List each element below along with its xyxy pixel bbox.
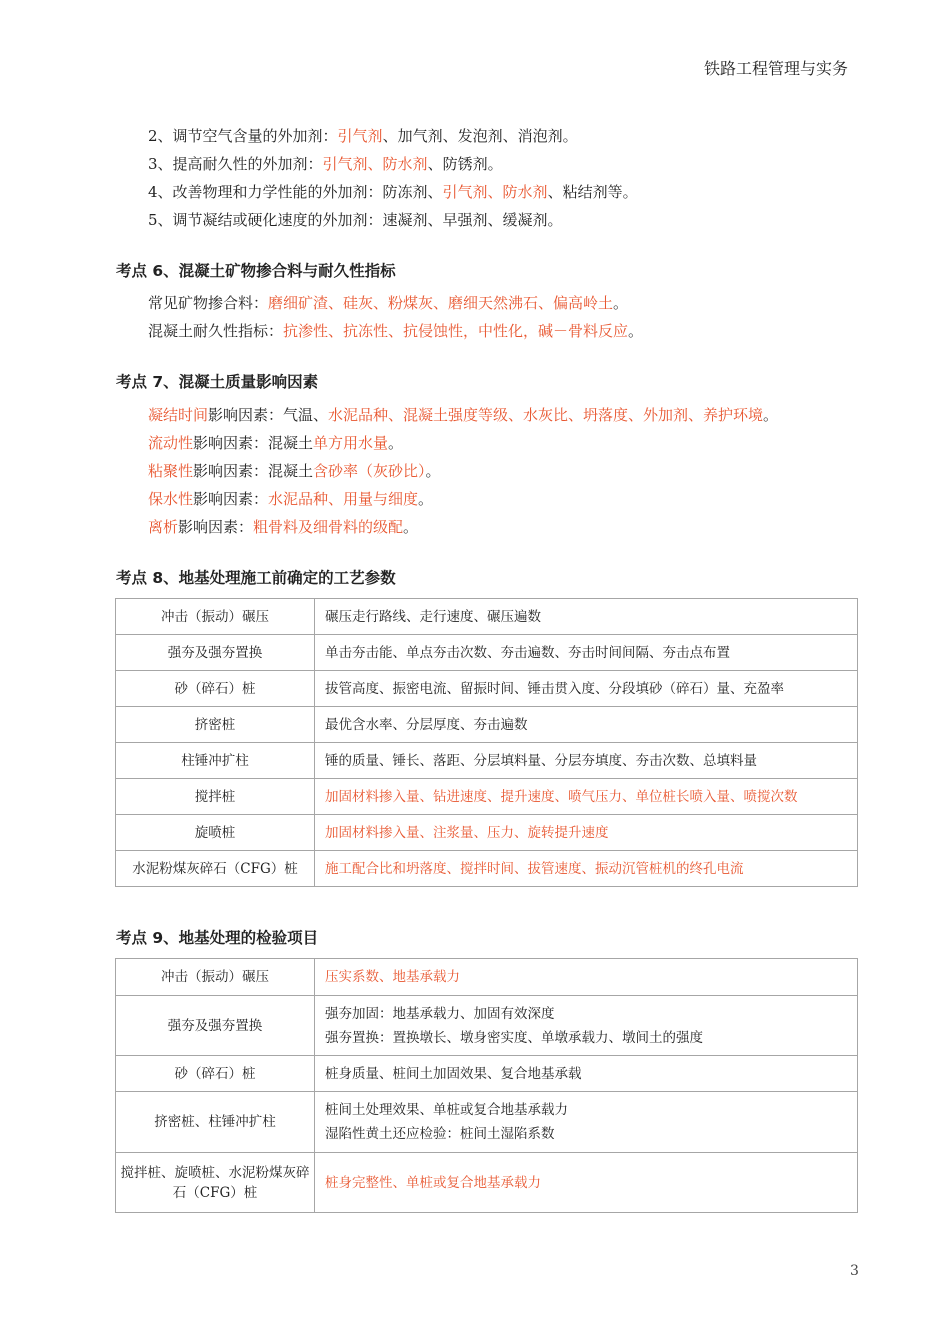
highlight-text: 离析 xyxy=(148,518,179,536)
body-text: 。 xyxy=(628,322,644,340)
highlight-text: 水泥品种、混凝土强度等级、水灰比、坍落度、外加剂、养护环境 xyxy=(328,406,764,424)
body-text: 。 xyxy=(403,518,419,536)
row-key-cell: 强夯及强夯置换 xyxy=(116,635,315,671)
table-row xyxy=(116,1056,858,1092)
row-value-line: 锤的质量、锤长、落距、分层填料量、分层夯填度、夯击次数、总填料量 xyxy=(325,752,757,769)
process-parameter-table xyxy=(115,598,858,887)
row-key-cell: 旋喷桩 xyxy=(116,815,315,851)
row-value-line: 加固材料掺入量、注浆量、压力、旋转提升速度 xyxy=(325,824,609,841)
body-text: 3、提高耐久性的外加剂： xyxy=(148,155,323,173)
section-7-line xyxy=(148,517,418,537)
row-value-cell xyxy=(315,671,858,707)
body-text: 影响因素：混凝土 xyxy=(193,434,314,452)
page-number: 3 xyxy=(850,1263,859,1279)
body-text: 影响因素： xyxy=(193,490,269,508)
body-text: 影响因素：混凝土 xyxy=(193,462,314,480)
highlight-text: 水泥品种、用量与细度 xyxy=(268,490,419,508)
admixture-line xyxy=(148,126,578,146)
row-key-cell: 搅拌桩 xyxy=(116,779,315,815)
table-row xyxy=(116,1092,858,1153)
body-text: 。 xyxy=(613,294,629,312)
body-text: 、粘结剂等。 xyxy=(547,183,638,201)
row-value-cell xyxy=(315,707,858,743)
body-text: 。 xyxy=(388,434,404,452)
highlight-text: 凝结时间 xyxy=(148,406,209,424)
row-value-cell xyxy=(315,1153,858,1213)
body-text: 2、调节空气含量的外加剂： xyxy=(148,127,338,145)
table-row xyxy=(116,635,858,671)
row-key-cell: 水泥粉煤灰碎石（CFG）桩 xyxy=(116,851,315,887)
highlight-text: 引气剂、防水剂 xyxy=(322,155,428,173)
row-value-line: 最优含水率、分层厚度、夯击遍数 xyxy=(325,716,528,733)
body-text: 。 xyxy=(763,406,779,424)
row-key-cell: 强夯及强夯置换 xyxy=(116,996,315,1056)
highlight-text: 抗渗性、抗冻性、抗侵蚀性，中性化，碱－骨料反应 xyxy=(283,322,629,340)
section-6-line xyxy=(148,321,643,341)
table-row xyxy=(116,851,858,887)
body-text: 影响因素： xyxy=(178,518,254,536)
table-row xyxy=(116,743,858,779)
section-7-line xyxy=(148,433,403,453)
row-value-cell xyxy=(315,851,858,887)
row-value-line: 碾压走行路线、走行速度、碾压遍数 xyxy=(325,608,541,625)
section-6-title: 考点 6、混凝土矿物掺合料与耐久性指标 xyxy=(116,262,396,280)
row-key-cell: 砂（碎石）桩 xyxy=(116,671,315,707)
table-row xyxy=(116,707,858,743)
row-key-cell: 挤密桩、柱锤冲扩柱 xyxy=(116,1092,315,1153)
body-text: 。 xyxy=(425,462,441,480)
section-7-line xyxy=(148,489,433,509)
row-value-line: 湿陷性黄土还应检验：桩间土湿陷系数 xyxy=(325,1126,555,1142)
highlight-text: 粘聚性 xyxy=(148,462,194,480)
row-value-line: 强夯置换：置换墩长、墩身密实度、单墩承载力、墩间土的强度 xyxy=(325,1029,703,1046)
table-row xyxy=(116,599,858,635)
body-text: 、加气剂、发泡剂、消泡剂。 xyxy=(382,127,578,145)
section-7-line xyxy=(148,405,778,425)
section-7-line xyxy=(148,461,441,481)
row-value-cell xyxy=(315,996,858,1056)
row-value-cell xyxy=(315,743,858,779)
section-8-title: 考点 8、地基处理施工前确定的工艺参数 xyxy=(116,569,396,587)
highlight-text: 引气剂 xyxy=(337,127,383,145)
row-value-cell xyxy=(315,959,858,996)
row-value-cell xyxy=(315,779,858,815)
highlight-text: 引气剂、防水剂 xyxy=(442,183,548,201)
highlight-text: 保水性 xyxy=(148,490,194,508)
table-row xyxy=(116,815,858,851)
highlight-text: 粗骨料及细骨料的级配 xyxy=(253,518,404,536)
body-text: 影响因素：气温、 xyxy=(208,406,329,424)
highlight-text: 单方用水量 xyxy=(313,434,389,452)
row-value-cell xyxy=(315,815,858,851)
highlight-text: 含砂率（灰砂比） xyxy=(313,462,426,480)
row-key-cell: 搅拌桩、旋喷桩、水泥粉煤灰碎石（CFG）桩 xyxy=(116,1153,315,1213)
admixture-line xyxy=(148,154,503,174)
body-text: 5、调节凝结或硬化速度的外加剂：速凝剂、早强剂、缓凝剂。 xyxy=(148,211,563,229)
table-row xyxy=(116,779,858,815)
row-value-line: 桩身质量、桩间土加固效果、复合地基承载 xyxy=(325,1065,582,1082)
row-value-cell xyxy=(315,1092,858,1153)
row-key-cell: 冲击（振动）碾压 xyxy=(116,959,315,996)
body-text: 4、改善物理和力学性能的外加剂：防冻剂、 xyxy=(148,183,443,201)
row-value-line: 单击夯击能、单点夯击次数、夯击遍数、夯击时间间隔、夯击点布置 xyxy=(325,644,730,661)
body-text: 常见矿物掺合料： xyxy=(148,294,269,312)
row-value-line: 施工配合比和坍落度、搅拌时间、拔管速度、振动沉管桩机的终孔电流 xyxy=(325,860,744,877)
table-row xyxy=(116,671,858,707)
body-text: 混凝土耐久性指标： xyxy=(148,322,284,340)
section-6-line xyxy=(148,293,628,313)
highlight-text: 流动性 xyxy=(148,434,194,452)
table-row xyxy=(116,1153,858,1213)
row-key-cell: 柱锤冲扩柱 xyxy=(116,743,315,779)
table-row xyxy=(116,996,858,1056)
table-row xyxy=(116,959,858,996)
row-value-line: 加固材料掺入量、钻进速度、提升速度、喷气压力、单位桩长喷入量、喷搅次数 xyxy=(325,788,798,805)
row-value-line: 桩身完整性、单桩或复合地基承载力 xyxy=(325,1174,541,1191)
row-key-cell: 挤密桩 xyxy=(116,707,315,743)
section-9-title: 考点 9、地基处理的检验项目 xyxy=(116,929,319,947)
row-value-line: 强夯加固：地基承载力、加固有效深度 xyxy=(325,1005,555,1022)
row-value-cell xyxy=(315,635,858,671)
page-header: 铁路工程管理与实务 xyxy=(703,59,848,78)
row-value-cell xyxy=(315,1056,858,1092)
row-value-cell xyxy=(315,599,858,635)
inspection-items-table xyxy=(115,958,858,1213)
row-value-line: 桩间土处理效果、单桩或复合地基承载力 xyxy=(325,1102,568,1118)
admixture-line xyxy=(148,182,638,202)
section-7-title: 考点 7、混凝土质量影响因素 xyxy=(116,373,319,391)
row-key-cell: 冲击（振动）碾压 xyxy=(116,599,315,635)
admixture-line xyxy=(148,210,563,230)
row-value-line: 拔管高度、振密电流、留振时间、锤击贯入度、分段填砂（碎石）量、充盈率 xyxy=(325,680,784,697)
highlight-text: 磨细矿渣、硅灰、粉煤灰、磨细天然沸石、偏高岭土 xyxy=(268,294,614,312)
row-key-cell: 砂（碎石）桩 xyxy=(116,1056,315,1092)
row-value-line: 压实系数、地基承载力 xyxy=(325,969,460,985)
body-text: 、防锈剂。 xyxy=(427,155,503,173)
body-text: 。 xyxy=(418,490,434,508)
